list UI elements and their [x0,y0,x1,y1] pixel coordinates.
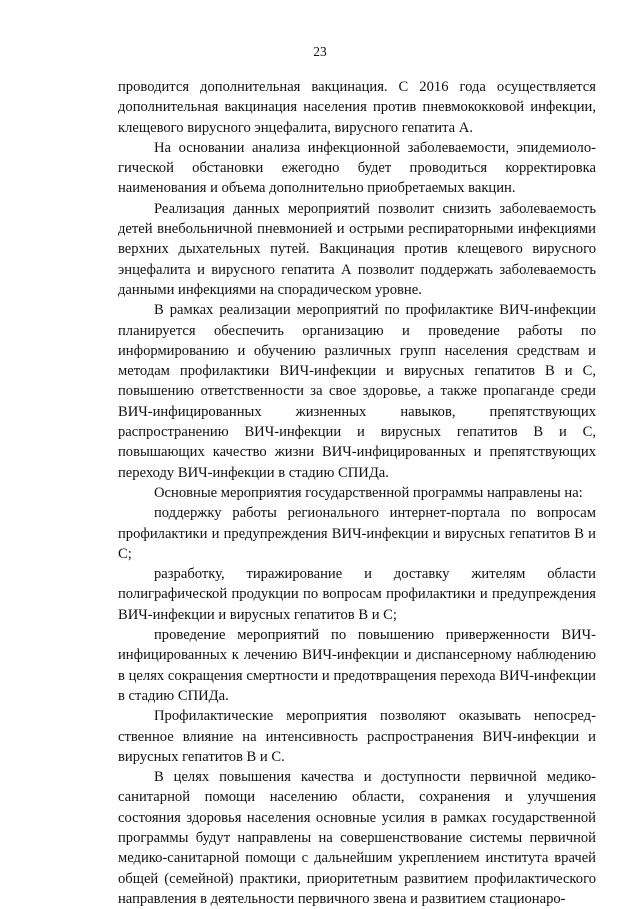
paragraph-vaccination-outcome: Реализация данных мероприятий позволит снизить заболеваемость детей внебольничной пневмонией и острыми респираторными инфекциями верхних дыхательных путей. Вакцинация против клещевого вирусного энцефалита и вирусного гепатита А позволит поддержать заболеваемость данными инфекциями на спорадическом уровне. [118,200,596,298]
paragraph-measure-treatment-adherence: проведение мероприятий по повышению приверженности ВИЧ-инфицированных к лечению ВИЧ-инфекции и диспансерному наблюдению в целях сокращения смертности и предотвращения перехода ВИЧ-инфекции в стадию СПИДа. [118,627,596,704]
paragraph-main-measures-intro: Основные мероприятия государственной программы направлены на: [154,484,583,501]
paragraph-vaccine-adjustment: На основании анализа инфекционной заболеваемости, эпидемиологической обстановки ежегодно будет проводиться корректировка наименования и объема дополнительно приобретаемых вакцин. [118,139,596,197]
document-body [118,77,596,909]
paragraph-preventive-impact: Профилактические мероприятия позволяют оказывать непосредственное влияние на интенсивность распространения ВИЧ-инфекции и вирусных гепатитов В и С. [118,708,596,765]
page-number: 23 [313,44,327,59]
paragraph-hiv-prevention: В рамках реализации мероприятий по профилактике ВИЧ-инфекции планируется обеспечить организацию и проведение работы по информированию и обучению различных групп населения средствам и методам профилактики ВИЧ-инфекции и вирусных гепатитов В и С, повышению ответственности за свое здоровье, а также пропаганде среди ВИЧ-инфицированных жизненных навыков, препятствующих распространению ВИЧ-инфекции и вирусных гепатитов В и С, повышающих качество жизни ВИЧ-инфицированных и препятствующих переходу ВИЧ-инфекции в стадию СПИДа. [118,302,596,481]
paragraph-vaccination-continued: проводится дополнительная вакцинация. С 2016 года осуществляется дополнительная вакцинация населения против пневмококковой инфекции, клещевого вирусного энцефалита, вирусного гепатита А. [118,79,596,136]
paragraph-primary-care: В целях повышения качества и доступности первичной медико-санитарной помощи населению области, сохранения и улучшения состояния здоровья населения основные усилия в рамках государственной программы будут направлены на совершенствование системы первичной медико-санитарной помощи с дальнейшим укреплением института врачей общей (семейной) практики, приоритетным развитием профилактического направления в деятельности первичного звена и развитием стационаро- [118,769,596,907]
paragraph-measure-printed-materials: разработку, тиражирование и доставку жителям области полиграфической продукции по вопросам профилактики и предупреждения ВИЧ-инфекции и вирусных гепатитов В и С; [118,566,596,623]
paragraph-measure-internet-portal: поддержку работы регионального интернет-портала по вопросам профилактики и предупреждения ВИЧ-инфекции и вирусных гепатитов В и С; [118,505,596,562]
